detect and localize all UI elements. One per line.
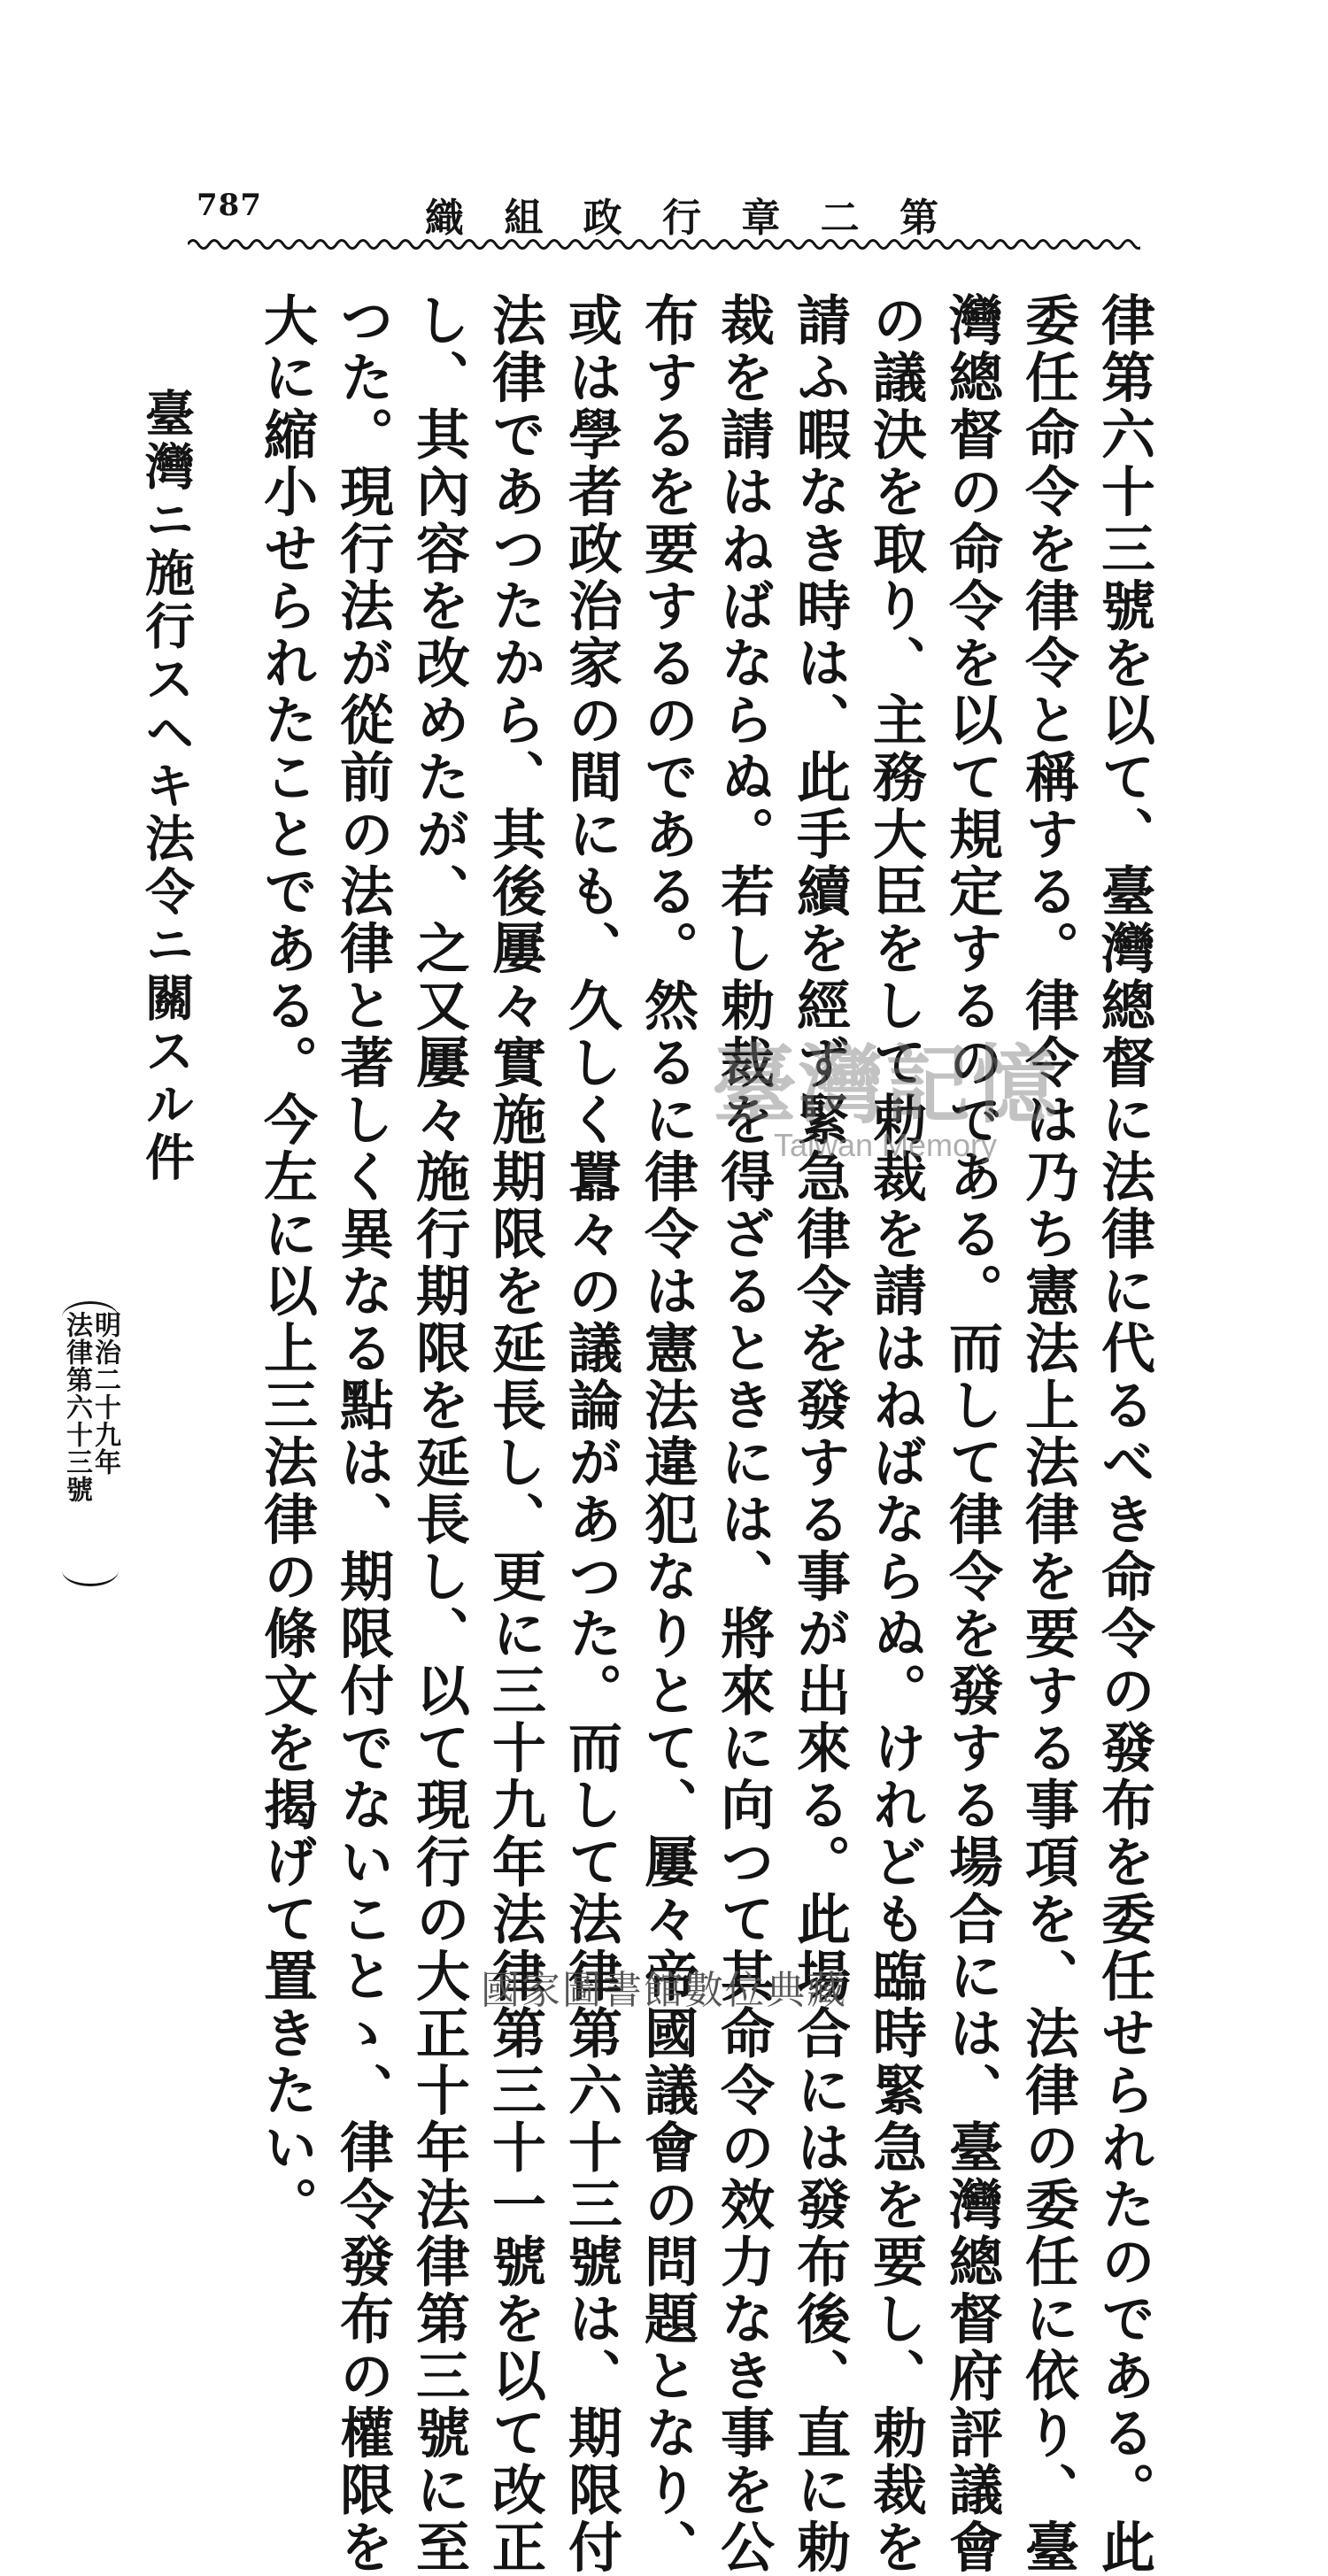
section-note-wrap [61, 1301, 120, 1868]
text-column: の議決を取り、主務大臣をして勅裁を請はねばならぬ。けれども臨時緊急を要し、勅裁を [864, 292, 927, 2576]
watermark-english: Taiwan Memory [773, 1127, 998, 1163]
watermark [691, 1018, 1080, 1164]
running-header-char: 織 [425, 196, 464, 241]
column-spacer [214, 292, 237, 1868]
text-column: 法律であつたから、其後屢々實施期限を延長し、更に三十九年法律第三十一號を以て改正 [483, 292, 546, 2576]
header-wavy-rule [188, 234, 1140, 255]
text-column: 布するを要するのである。然るに律令は憲法違犯なりとて、屢々帝國議會の問題となり、 [636, 292, 699, 2576]
text-column: 律第六十三號を以て、臺灣總督に法律に代るべき命令の發布を委任せられたのである。此 [1093, 292, 1155, 2576]
running-header-char: 章 [741, 196, 781, 241]
footer-credit: 國家圖書館數位典藏 [481, 1968, 847, 2013]
text-column: し、其內容を改めたが、之又屢々施行期限を延長し、以て現行の大正十年法律第三號に至 [407, 292, 470, 2576]
page-number: 787 [197, 188, 262, 223]
text-column: 請ふ暇なき時は、此手續を經ず緊急律令を發する事が出來る。此場合には發布後、直に勅 [788, 292, 851, 2576]
running-header-char: 政 [583, 196, 622, 241]
text-column: 裁を請はねばならぬ。若し勅裁を得ざるときには、將來に向つて其命令の效力なき事を公 [712, 292, 775, 2576]
section-heading [137, 292, 196, 1868]
running-header-char: 二 [820, 196, 860, 241]
section-note [62, 1301, 119, 1586]
text-column: 委任命令を律令と稱する。律令は乃ち憲法上法律を要する事項を、法律の委任に依り、臺 [1016, 292, 1079, 2576]
section-note-line: 法律第六十三號 [61, 1311, 92, 1503]
text-column: 灣總督の命令を以て規定するのである。而して律令を發する場合には、臺灣總督府評議會 [940, 292, 1003, 2576]
running-header-char: 組 [504, 196, 544, 241]
text-column: 或は學者政治家の間にも、久しく囂々の議論があつた。而して法律第六十三號は、期限付 [560, 292, 622, 2576]
watermark-logo-text: 臺灣記憶 [712, 1035, 1059, 1135]
running-header-char: 行 [661, 196, 701, 241]
text-column: 大に縮小せられたことである。今左に以上三法律の條文を揭げて置きたい。 [255, 292, 318, 2233]
section-title: 臺灣ニ施行スヘキ法令ニ關スル件 [137, 388, 196, 1184]
running-header-char: 第 [899, 196, 938, 241]
text-column: つた。現行法が從前の法律と著しく異なる點は、期限付でないことゝ、律令發布の權限を [331, 292, 394, 2576]
section-note-line: 明治二十九年 [89, 1311, 120, 1476]
